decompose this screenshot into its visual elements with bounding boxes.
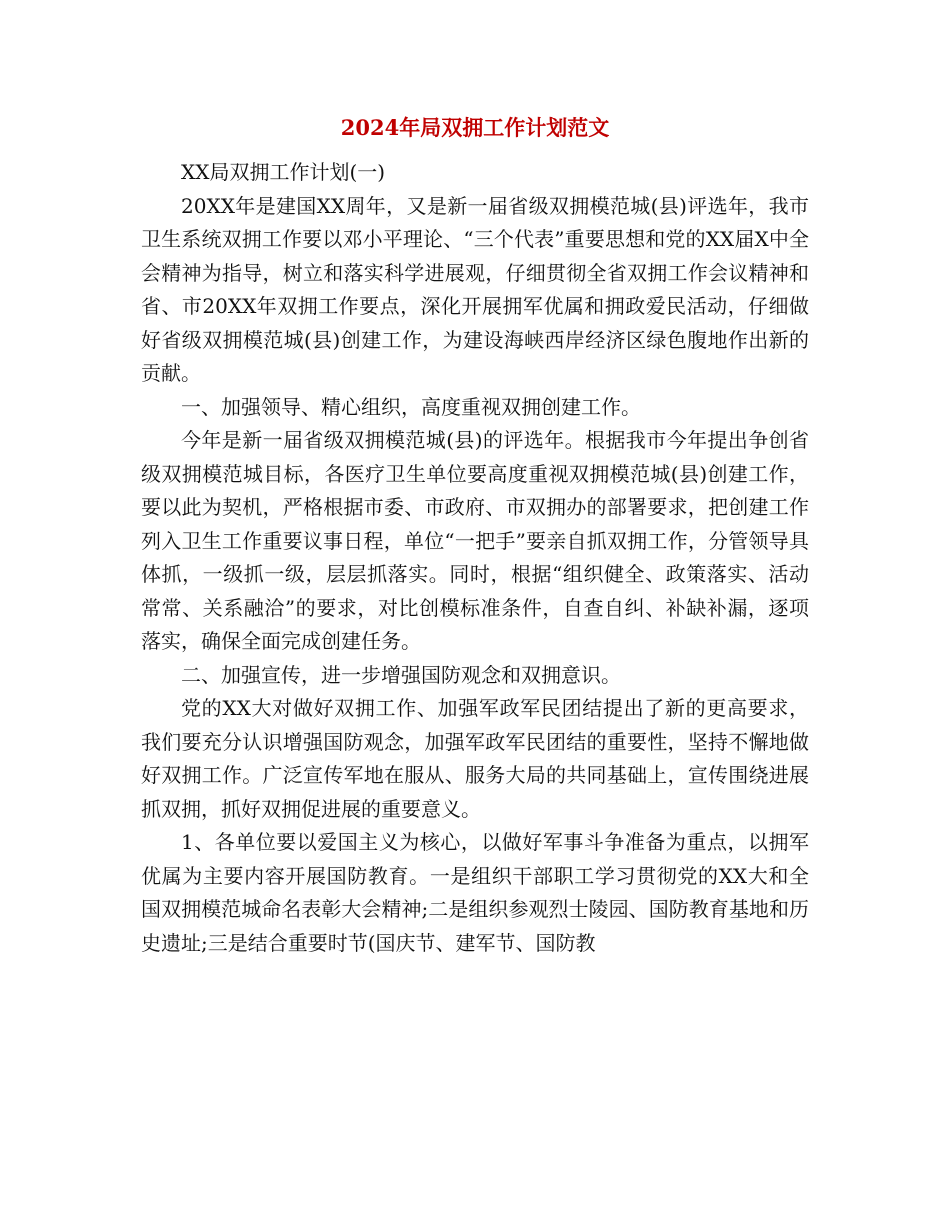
paragraph-item-1: 1、各单位要以爱国主义为核心，以做好军事斗争准备为重点，以拥军优属为主要内容开展国防教育。一是组织干部职工学习贯彻党的XX大和全国双拥模范城命名表彰大会精神;二是组织参观烈士陵园、国防教育基地和历史遗址;三是结合重要时节(国庆节、建军节、国防教 xyxy=(141,830,809,955)
paragraph-section-2: 党的XX大对做好双拥工作、加强军政军民团结提出了新的更高要求，我们要充分认识增强国防观念，加强军政军民团结的重要性，坚持不懈地做好双拥工作。广泛宣传军地在服从、服务大局的共同基础上，宣传围绕进展抓双拥，抓好双拥促进展的重要意义。 xyxy=(141,696,809,821)
paragraph-section-1: 今年是新一届省级双拥模范城(县)的评选年。根据我市今年提出争创省级双拥模范城目标，各医疗卫生单位要高度重视双拥模范城(县)创建工作，要以此为契机，严格根据市委、市政府、市双拥办的部署要求，把创建工作列入卫生工作重要议事日程，单位“一把手”要亲自抓双拥工作，分管领导具体抓，一级抓一级，层层抓落实。同时，根据“组织健全、政策落实、活动常常、关系融洽”的要求，对比创模标准条件，自查自纠、补缺补漏，逐项落实，确保全面完成创建任务。 xyxy=(141,428,809,653)
paragraph-intro: 20XX年是建国XX周年，又是新一届省级双拥模范城(县)评选年，我市卫生系统双拥工作要以邓小平理论、“三个代表”重要思想和党的XX届X中全会精神为指导，树立和落实科学进展观，仔细贯彻全省双拥工作会议精神和省、市20XX年双拥工作要点，深化开展拥军优属和拥政爱民活动，仔细做好省级双拥模范城(县)创建工作，为建设海峡西岸经济区绿色腹地作出新的贡献。 xyxy=(141,193,809,385)
document-body xyxy=(141,156,809,960)
document-title: 2024年局双拥工作计划范文 xyxy=(340,115,610,140)
section-heading-2: 二、加强宣传，进一步增强国防观念和双拥意识。 xyxy=(181,662,621,687)
section-heading-1: 一、加强领导、精心组织，高度重视双拥创建工作。 xyxy=(181,394,641,419)
paragraph-subtitle: XX局双拥工作计划(一) xyxy=(181,160,386,184)
